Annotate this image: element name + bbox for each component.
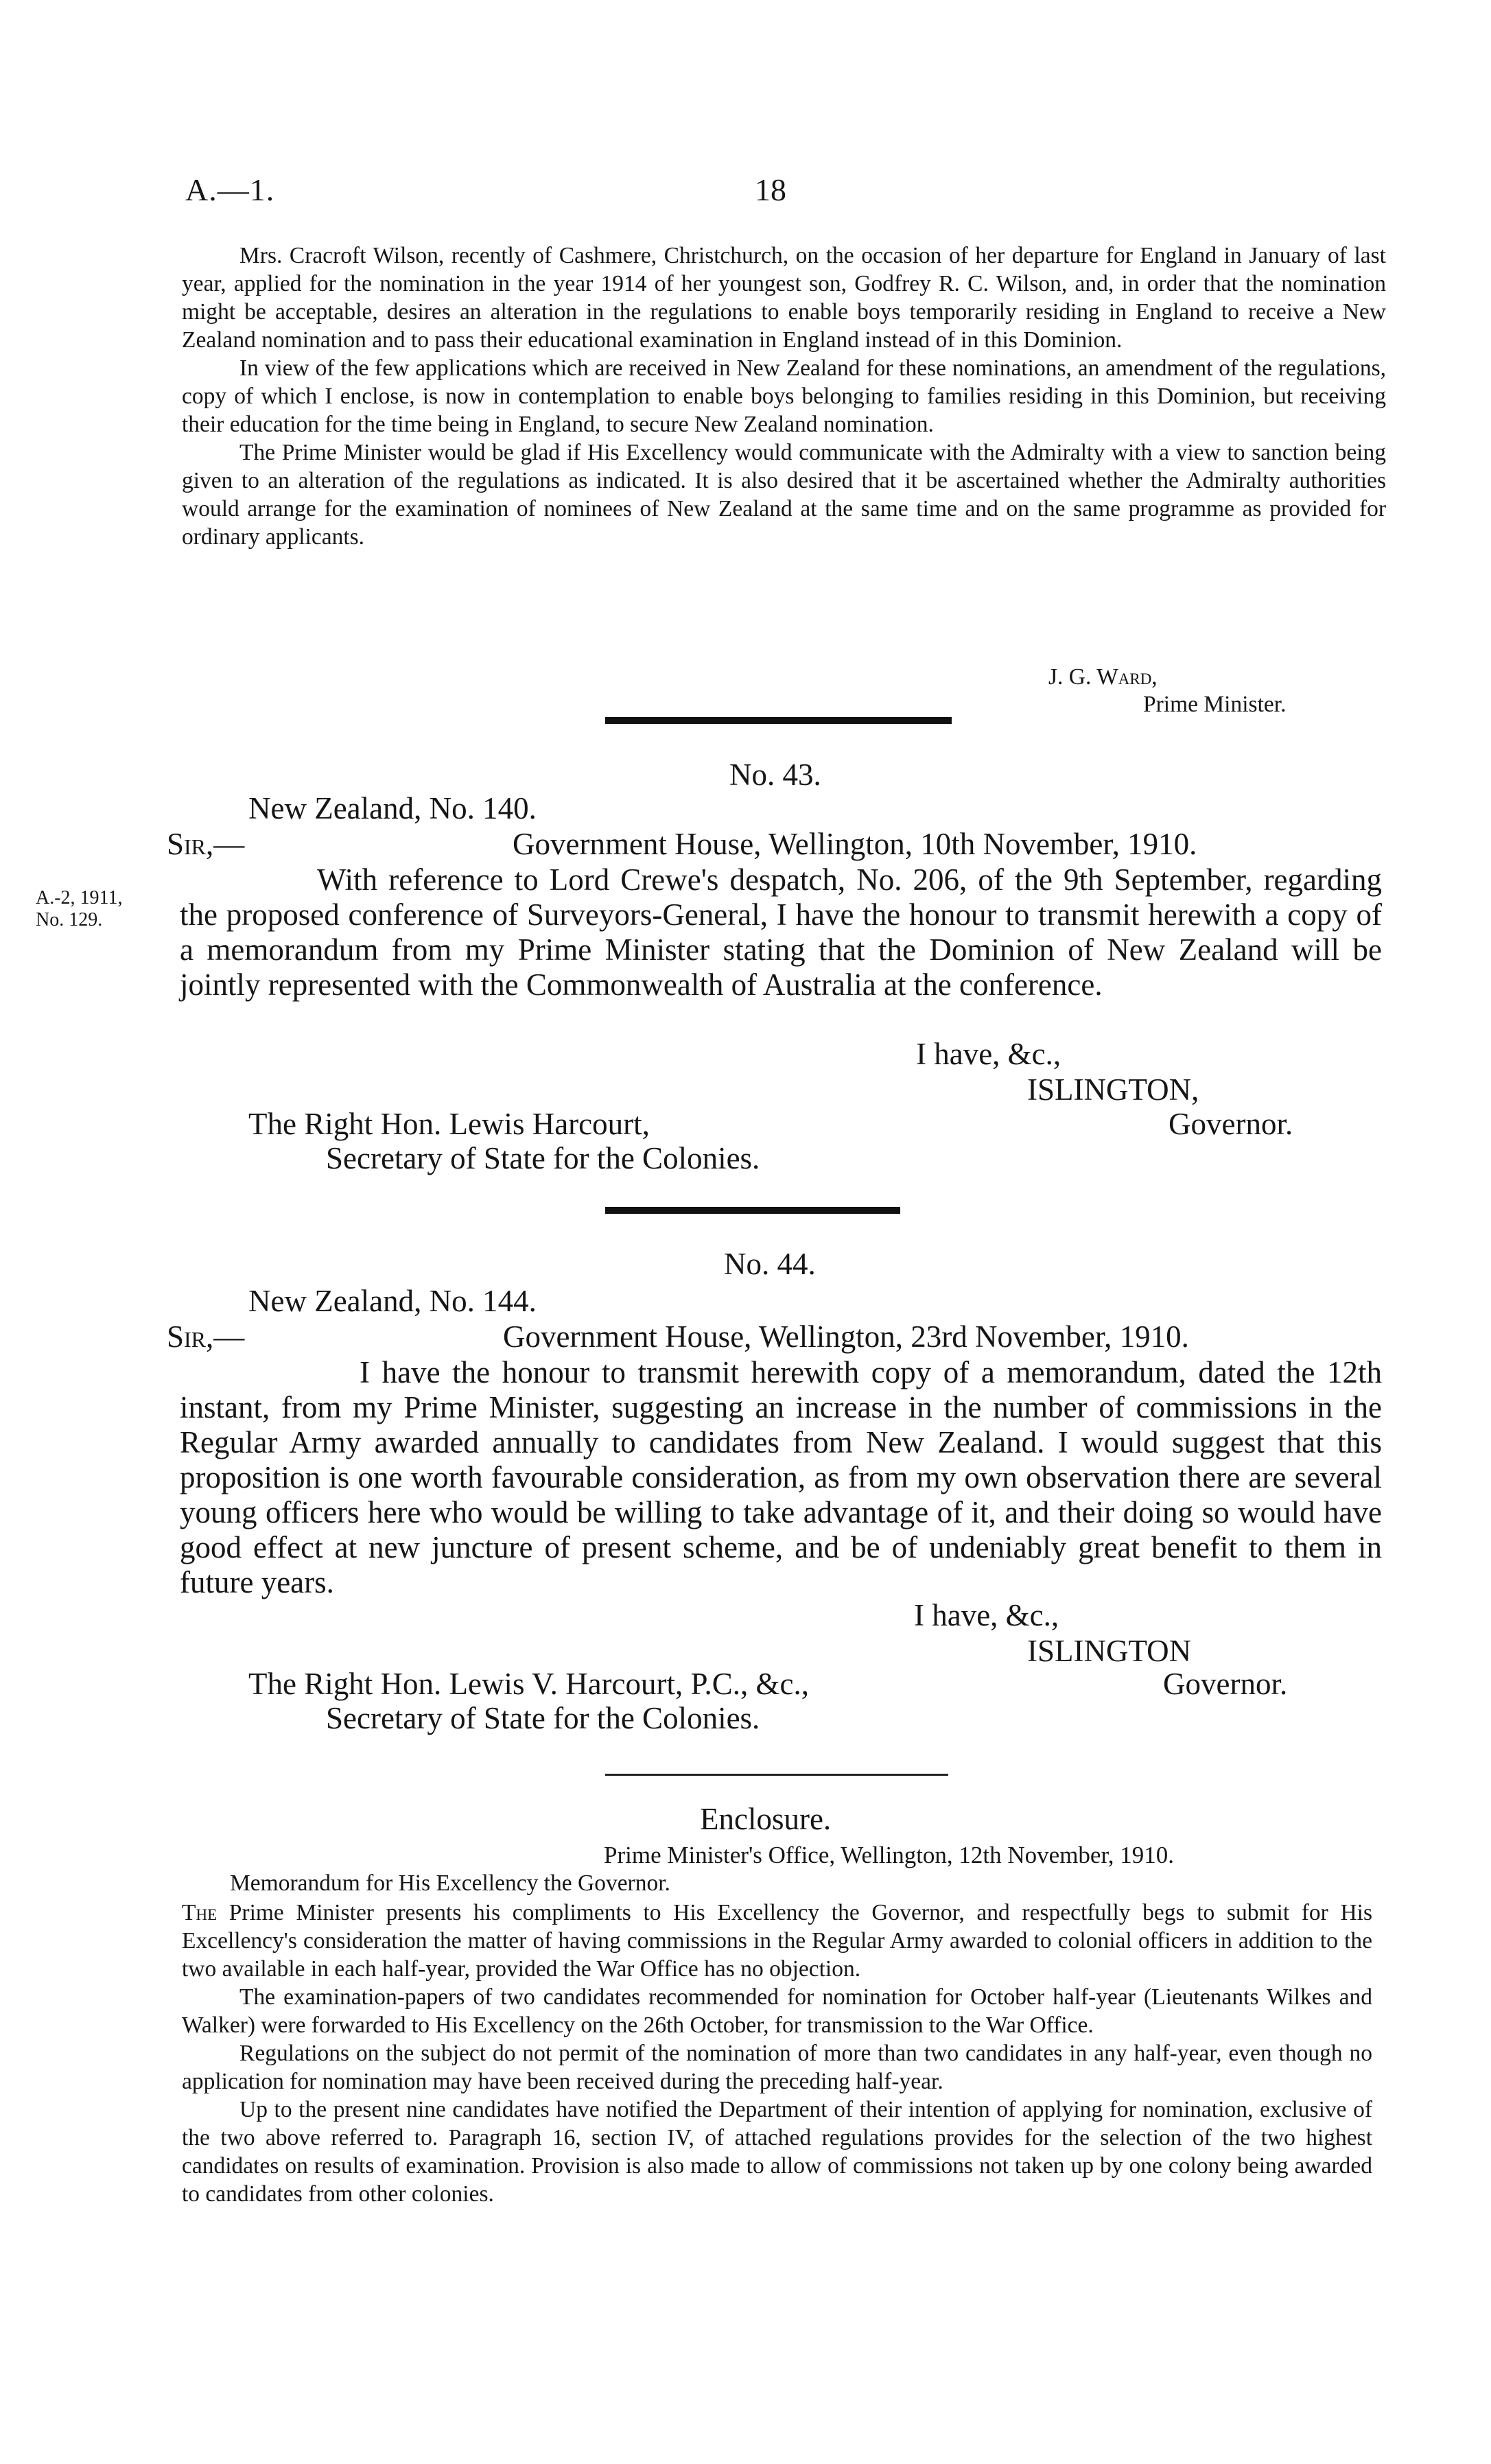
- enclosure-body: [182, 1899, 1372, 2208]
- margin-note-line: No. 129.: [36, 909, 103, 930]
- enclosure-heading: Enclosure.: [700, 1802, 832, 1836]
- paragraph: With reference to Lord Crewe's despatch, No. 206, of the 9th September, regarding the proposed conference of Surveyors-General, I have the honour to transmit herewith a copy of a memorandum from my Prime Minister stating that the Dominion of New Zealand will be jointly represented with the Commonwealth of Australia at the conference.: [180, 863, 1382, 1002]
- signature-title: Prime Minister.: [1143, 692, 1287, 717]
- letter-intro-body: [182, 242, 1386, 551]
- margin-note: [36, 887, 123, 931]
- addressee-title: Secretary of State for the Colonies.: [326, 1701, 760, 1735]
- closing: I have, &c.,: [914, 1598, 1059, 1632]
- addressee: The Right Hon. Lewis Harcourt,: [248, 1107, 650, 1141]
- enclosure-dateline: Prime Minister's Office, Wellington, 12th November, 1910.: [604, 1842, 1174, 1868]
- section-divider: [605, 717, 952, 724]
- document-reference: A.—1.: [185, 172, 275, 207]
- signer: ISLINGTON,: [1027, 1072, 1199, 1107]
- first-word: The: [182, 1900, 218, 1925]
- salutation: Sir,—: [167, 827, 245, 861]
- section-divider: [605, 1774, 948, 1776]
- address-line: Government House, Wellington, 10th November, 1910.: [513, 827, 1197, 861]
- section-heading: No. 44.: [724, 1247, 816, 1281]
- memo-to: Memorandum for His Excellency the Governor.: [230, 1870, 670, 1896]
- despatch-body: [180, 1355, 1382, 1600]
- signature-name: J. G. Ward,: [1048, 664, 1158, 690]
- paragraph: Up to the present nine candidates have notified the Department of their intention of applying for nomination, exclusive of the two above referred to. Paragraph 16, section IV, of attached regulations provides for the selection of the two highest candidates on results of examination. Provision is also made to allow of commissions not taken up by one colony being awarded to candidates from other colonies.: [182, 2097, 1372, 2207]
- closing: I have, &c.,: [916, 1037, 1061, 1071]
- despatch-body: [180, 863, 1382, 1002]
- signer-title: Governor.: [1163, 1667, 1288, 1701]
- paragraph: I have the honour to transmit herewith copy of a memorandum, dated the 12th instant, from my Prime Minister, suggesting an increase in the number of commissions in the Regular Army awarded annually to candidates from New Zealand. I would suggest that this proposition is one worth favourable consideration, as from my own observation there are several young officers here who would be willing to take advantage of it, and their doing so would have good effect at new juncture of present scheme, and be of undeniably great benefit to them in future years.: [180, 1355, 1382, 1599]
- paragraph: The examination-papers of two candidates recommended for nomination for October half-year (Lieutenants Wilkes and Walker) were forwarded to His Excellency on the 26th October, for transmission to the War Office.: [182, 1984, 1372, 2038]
- paragraph: Mrs. Cracroft Wilson, recently of Cashmere, Christchurch, on the occasion of her departure for England in January of last year, applied for the nomination in the year 1914 of her youngest son, Godfrey R. C. Wilson, and, in order that the nomination might be acceptable, desires an alteration in the regulations to enable boys temporarily residing in England to receive a New Zealand nomination and to pass their educational examination in England instead of in this Dominion.: [182, 243, 1386, 353]
- paragraph: [182, 1899, 1372, 1983]
- signer-title: Governor.: [1169, 1107, 1293, 1141]
- address-line: Government House, Wellington, 23rd November, 1910.: [503, 1319, 1189, 1354]
- margin-note-line: A.-2, 1911,: [36, 887, 123, 908]
- section-divider: [605, 1207, 900, 1214]
- section-heading: No. 43.: [729, 758, 821, 792]
- paragraph: In view of the few applications which are received in New Zealand for these nominations, an amendment of the regulations, copy of which I enclose, is now in contemplation to enable boys belonging to families residing in this Dominion, but receiving their education for the time being in England, to secure New Zealand nomination.: [182, 355, 1386, 437]
- despatch-reference: New Zealand, No. 144.: [248, 1284, 537, 1318]
- despatch-reference: New Zealand, No. 140.: [248, 791, 537, 825]
- paragraph: The Prime Minister would be glad if His Excellency would communicate with the Admiralty with a view to sanction being given to an alteration of the regulations as indicated. It is also desired that it be ascertained whether the Admiralty authorities would arrange for the examination of nominees of New Zealand at the same time and on the same programme as provided for ordinary applicants.: [182, 440, 1386, 550]
- paragraph: Regulations on the subject do not permit of the nomination of more than two candidates in any half-year, even though no application for nomination may have been received during the preceding half-year.: [182, 2041, 1372, 2094]
- addressee-title: Secretary of State for the Colonies.: [326, 1141, 760, 1175]
- addressee: The Right Hon. Lewis V. Harcourt, P.C., &c.,: [248, 1667, 810, 1701]
- salutation: Sir,—: [167, 1319, 245, 1354]
- signer: ISLINGTON: [1027, 1634, 1192, 1668]
- paragraph-text: Prime Minister presents his compliments to His Excellency the Governor, and respectfully begs to submit for His Excellency's consideration the matter of having commissions in the Regular Army awarded to colonial officers in addition to the two available in each half-year, provided the War Office has no objection.: [182, 1900, 1373, 1982]
- page-number: 18: [755, 172, 786, 207]
